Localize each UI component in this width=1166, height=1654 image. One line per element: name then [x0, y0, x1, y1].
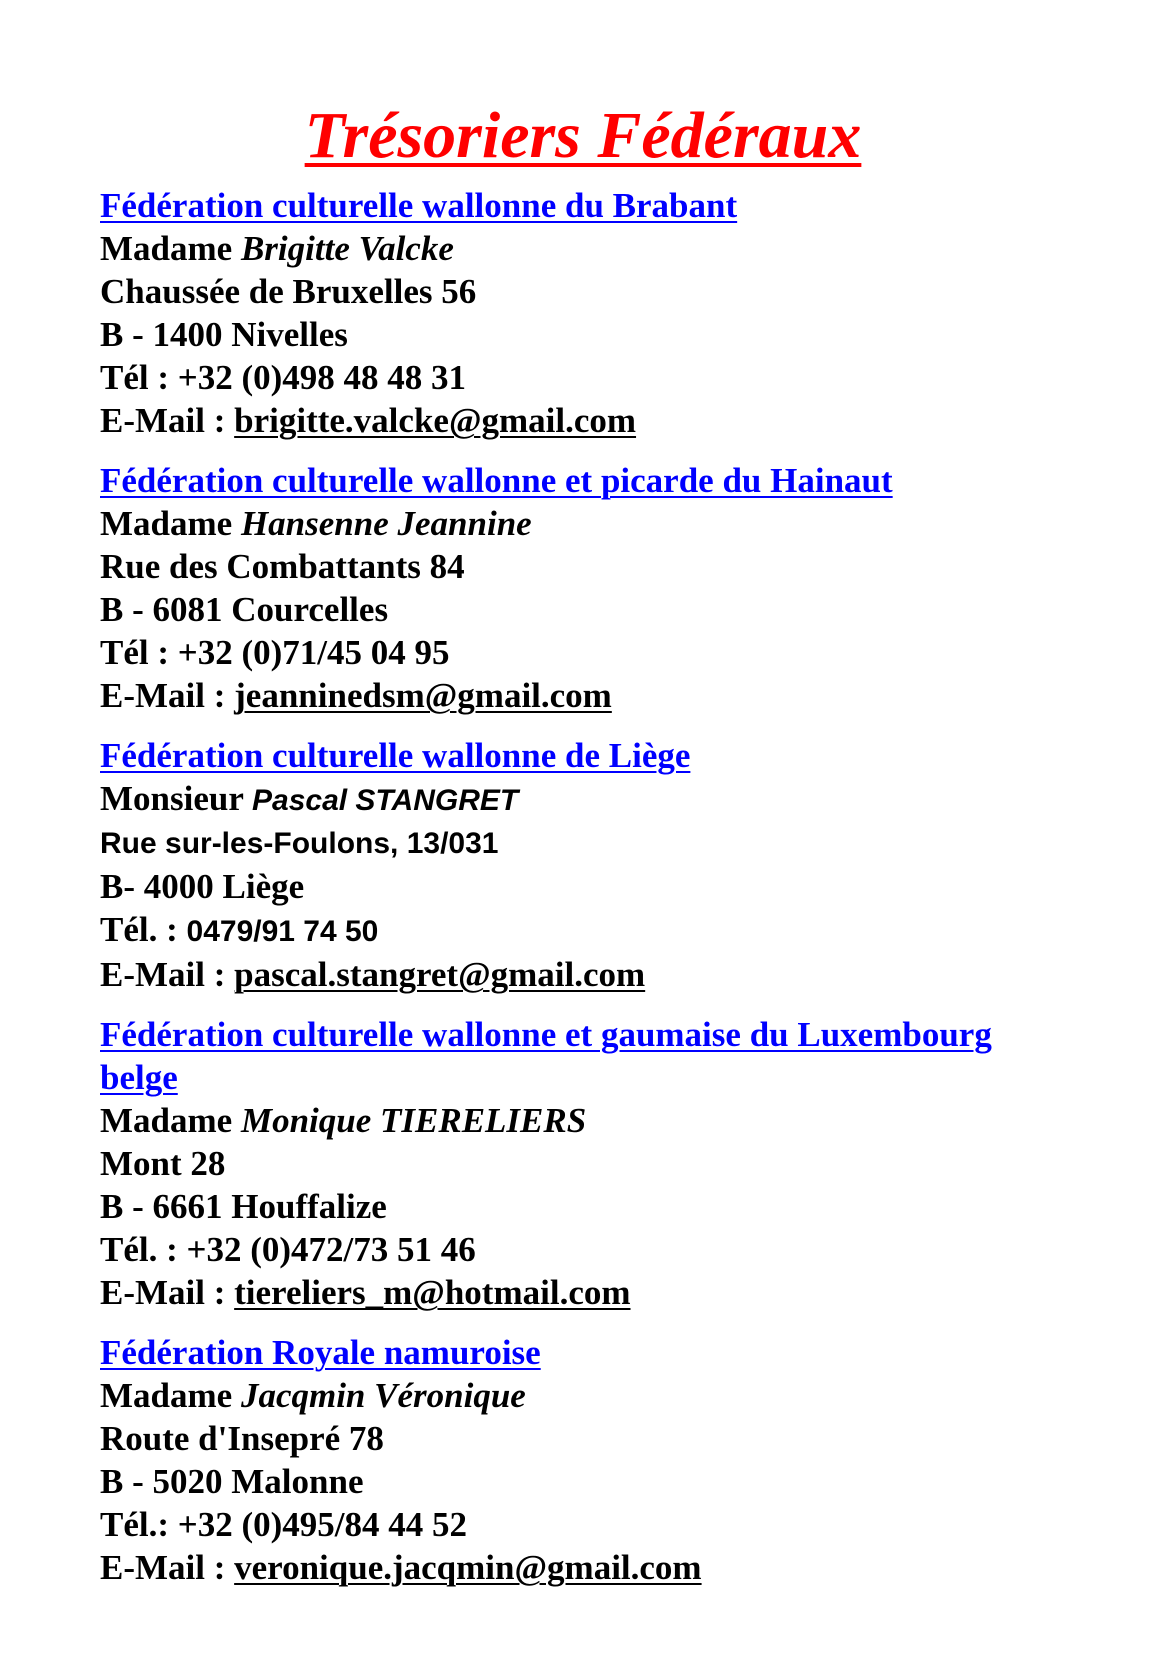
person-name: Jacqmin Véronique: [240, 1376, 526, 1415]
treasurer-entry-namur: [100, 1331, 1120, 1589]
city-address: B - 5020 Malonne: [100, 1462, 364, 1501]
page-title-text: Trésoriers Fédéraux: [304, 99, 862, 172]
page-title: [0, 96, 1166, 176]
federation-link-hainaut[interactable]: Fédération culturelle wallonne et picarde du Hainaut: [100, 461, 893, 500]
phone-line: [100, 908, 1120, 953]
email-link[interactable]: pascal.stangret@gmail.com: [234, 955, 646, 994]
phone-line: [100, 631, 1120, 674]
email-link[interactable]: veronique.jacqmin@gmail.com: [234, 1548, 702, 1587]
treasurer-entry-liege: [100, 734, 1120, 996]
person-line: [100, 777, 1120, 822]
street-address: Rue sur-les-Foulons, 13/031: [100, 827, 499, 860]
street-address: Rue des Combattants 84: [100, 547, 465, 586]
city-address: B - 1400 Nivelles: [100, 315, 348, 354]
phone-label: Tél. :: [100, 1230, 178, 1269]
email-label: E-Mail :: [100, 955, 226, 994]
civility: Monsieur: [100, 779, 244, 818]
street-address: Route d'Insepré 78: [100, 1419, 384, 1458]
email-line: [100, 674, 1120, 717]
federation-link-brabant[interactable]: Fédération culturelle wallonne du Brabant: [100, 186, 738, 225]
street-address: Chaussée de Bruxelles 56: [100, 272, 477, 311]
treasurer-entry-brabant: [100, 184, 1120, 442]
street-address: Mont 28: [100, 1144, 226, 1183]
person-line: [100, 1099, 1120, 1142]
person-name: Brigitte Valcke: [240, 229, 454, 268]
phone-number: +32 (0)71/45 04 95: [177, 633, 450, 672]
federation-link-luxembourg[interactable]: Fédération culturelle wallonne et gaumaise du Luxembourg belge: [100, 1015, 992, 1097]
email-link[interactable]: jeanninedsm@gmail.com: [234, 676, 612, 715]
email-link[interactable]: brigitte.valcke@gmail.com: [234, 401, 637, 440]
federation-link-liege[interactable]: Fédération culturelle wallonne de Liège: [100, 736, 691, 775]
phone-number: 0479/91 74 50: [186, 915, 379, 948]
phone-label: Tél :: [100, 358, 170, 397]
email-line: [100, 1546, 1120, 1589]
civility: Madame: [100, 1101, 233, 1140]
phone-line: [100, 1503, 1120, 1546]
email-line: [100, 1271, 1120, 1314]
treasurer-list: [100, 184, 1120, 1606]
email-link[interactable]: tiereliers_m@hotmail.com: [234, 1273, 631, 1312]
city-address: B - 6081 Courcelles: [100, 590, 389, 629]
treasurer-entry-hainaut: [100, 459, 1120, 717]
person-name: Pascal STANGRET: [252, 784, 519, 817]
civility: Madame: [100, 504, 233, 543]
phone-number: +32 (0)495/84 44 52: [177, 1505, 467, 1544]
person-line: [100, 1374, 1120, 1417]
phone-number: +32 (0)472/73 51 46: [186, 1230, 476, 1269]
person-line: [100, 227, 1120, 270]
person-line: [100, 502, 1120, 545]
email-line: [100, 953, 1120, 996]
email-line: [100, 399, 1120, 442]
person-name: Monique TIERELIERS: [240, 1101, 587, 1140]
email-label: E-Mail :: [100, 401, 226, 440]
email-label: E-Mail :: [100, 1273, 226, 1312]
person-name: Hansenne Jeannine: [240, 504, 532, 543]
city-address: B- 4000 Liège: [100, 867, 305, 906]
email-label: E-Mail :: [100, 1548, 226, 1587]
email-label: E-Mail :: [100, 676, 226, 715]
civility: Madame: [100, 1376, 233, 1415]
phone-number: +32 (0)498 48 48 31: [177, 358, 467, 397]
city-address: B - 6661 Houffalize: [100, 1187, 387, 1226]
federation-link-namur[interactable]: Fédération Royale namuroise: [100, 1333, 541, 1372]
phone-line: [100, 1228, 1120, 1271]
phone-line: [100, 356, 1120, 399]
civility: Madame: [100, 229, 233, 268]
phone-label: Tél.:: [100, 1505, 170, 1544]
phone-label: Tél. :: [100, 910, 178, 949]
phone-label: Tél :: [100, 633, 170, 672]
treasurer-entry-luxembourg: [100, 1013, 1120, 1314]
